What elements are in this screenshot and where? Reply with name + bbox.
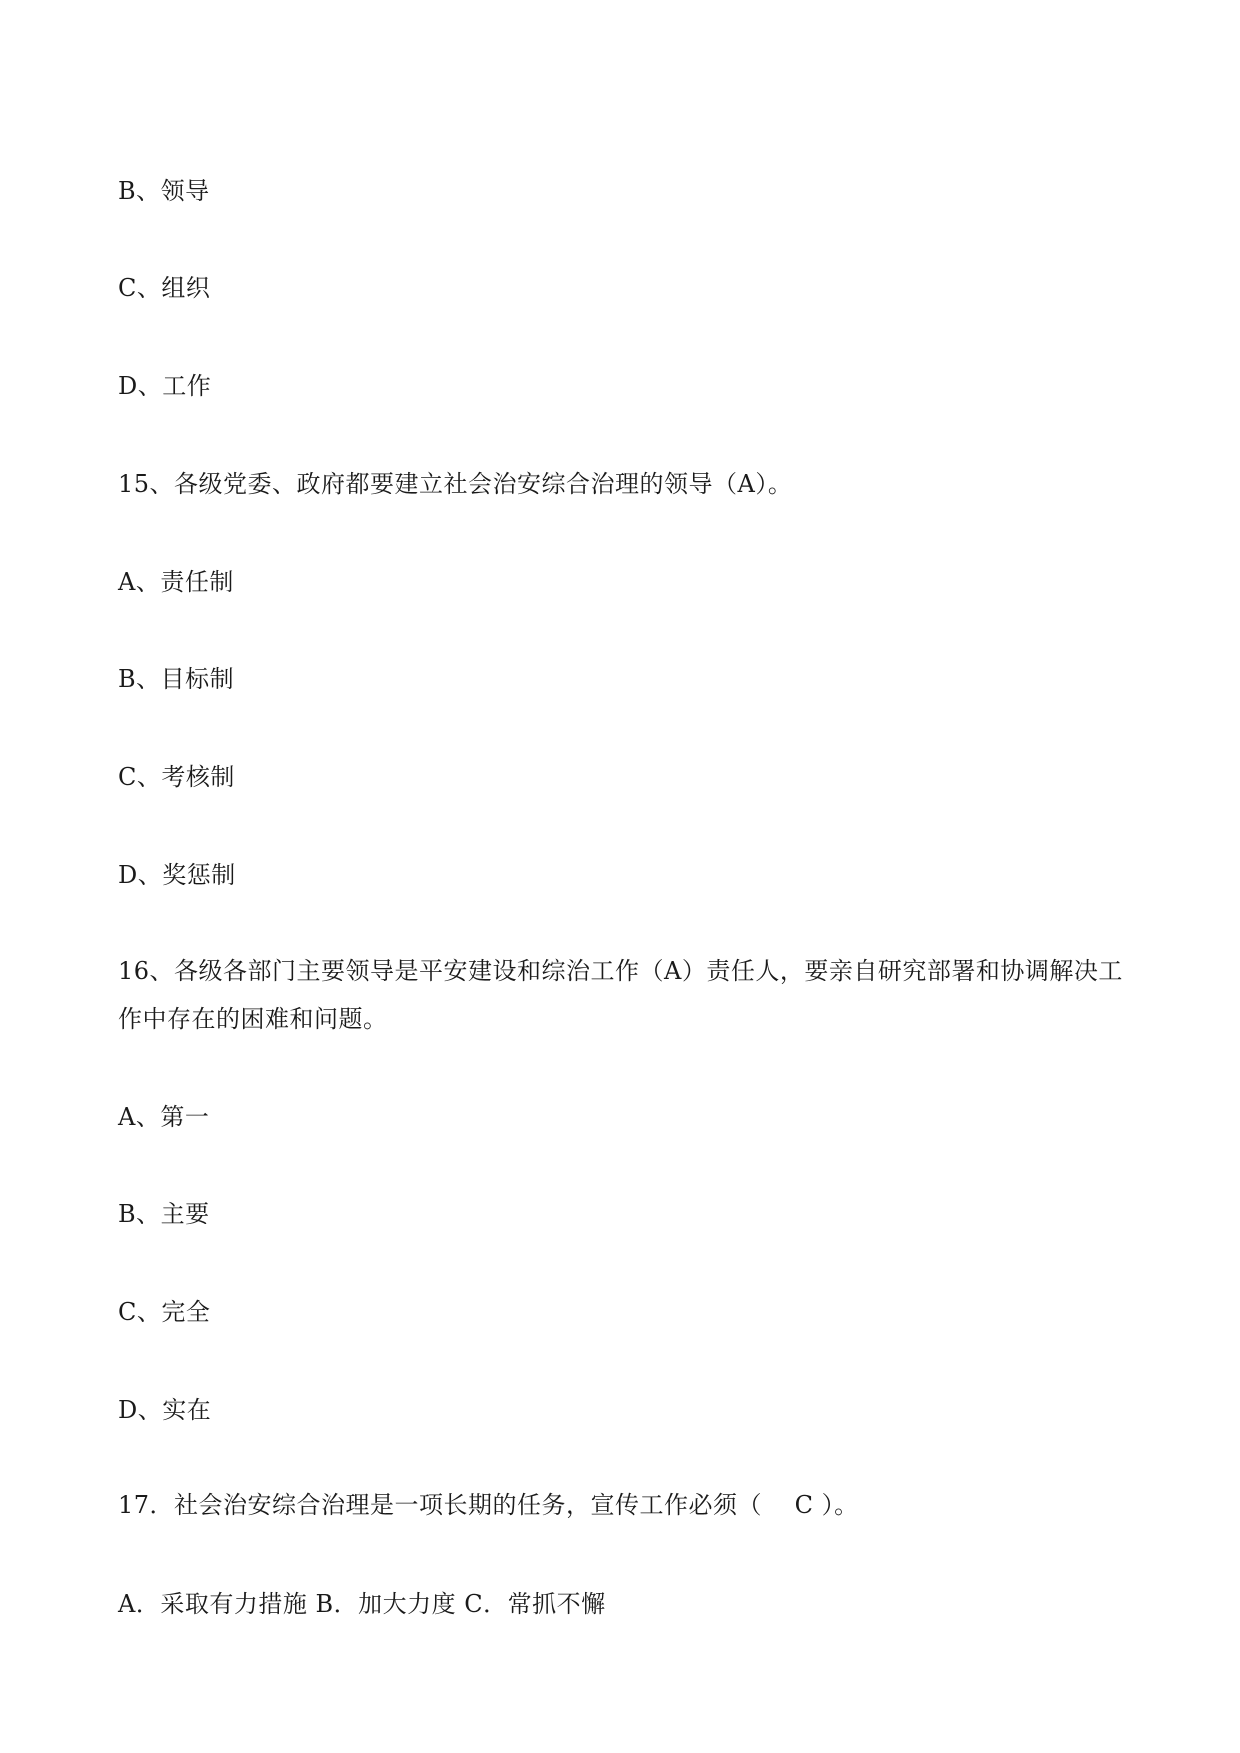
question-15: 15、各级党委、政府都要建立社会治安综合治理的领导（A）。: [118, 470, 793, 498]
q14-option-c: C、组织: [118, 274, 211, 302]
q16-option-b: B、主要: [118, 1200, 210, 1228]
q17-options: A．采取有力措施 B．加大力度 C．常抓不懈: [118, 1590, 606, 1618]
q15-option-d: D、奖惩制: [118, 861, 236, 889]
question-16-line2: 作中存在的困难和问题。: [118, 1005, 388, 1033]
q14-option-d: D、工作: [118, 372, 212, 400]
q15-option-a: A、责任制: [118, 568, 234, 596]
q16-option-a: A、第一: [118, 1103, 210, 1131]
question-16-line1: 16、各级各部门主要领导是平安建设和综治工作（A）责任人，要亲自研究部署和协调解决工: [118, 957, 1123, 985]
q16-option-c: C、完全: [118, 1298, 211, 1326]
q15-option-b: B、目标制: [118, 665, 235, 693]
q14-option-b: B、领导: [118, 177, 210, 205]
question-17: 17．社会治安综合治理是一项长期的任务，宣传工作必须（ C ）。: [118, 1491, 859, 1519]
q16-option-d: D、实在: [118, 1396, 212, 1424]
q15-option-c: C、考核制: [118, 763, 235, 791]
